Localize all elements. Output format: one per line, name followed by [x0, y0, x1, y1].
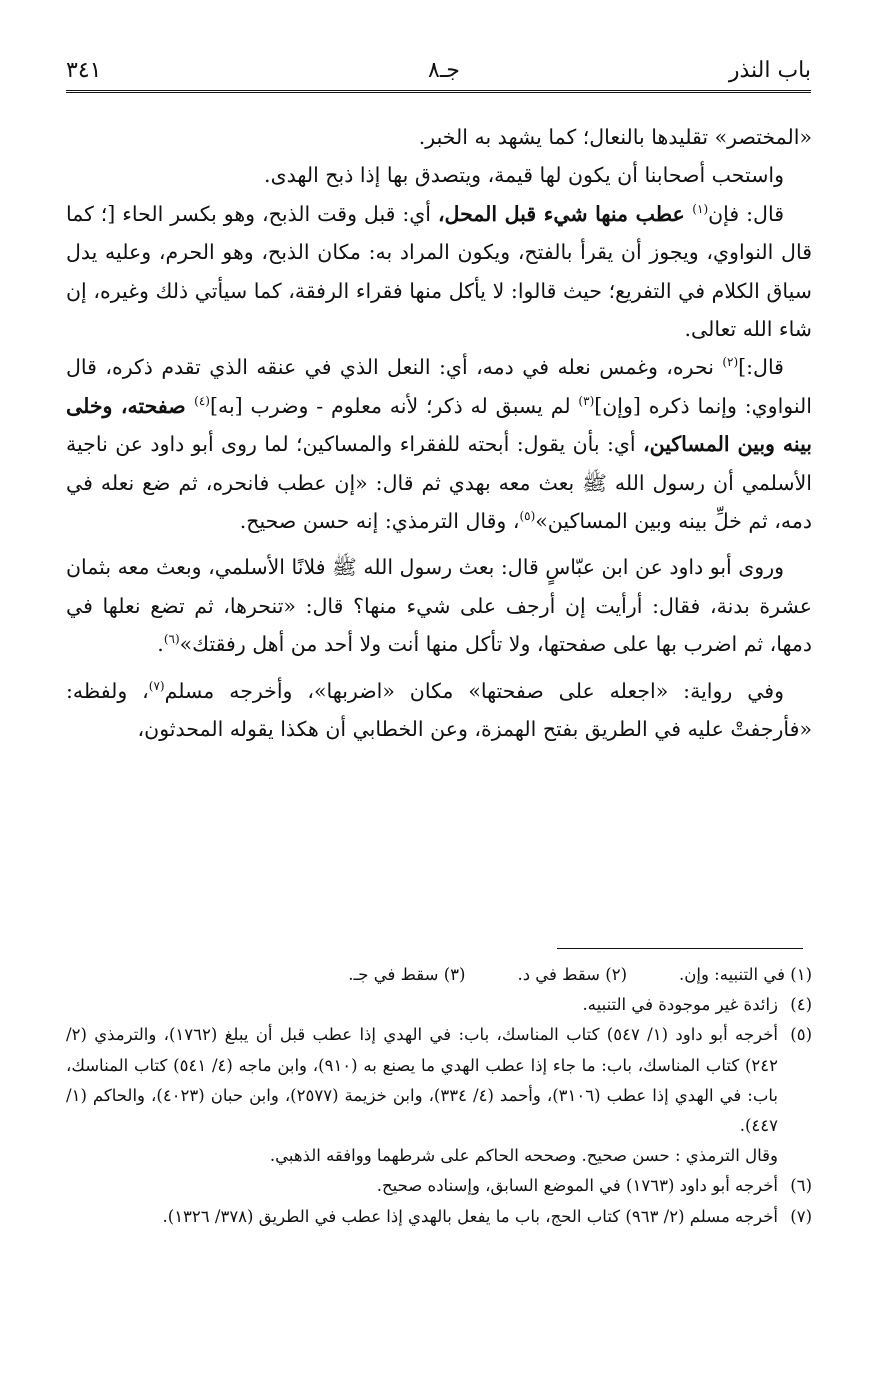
- paragraph-4: [66, 348, 812, 540]
- paragraph-5: [66, 548, 812, 663]
- page-header: [66, 52, 811, 93]
- footnote-4: [66, 990, 812, 1020]
- footnote-6-num: (٦): [790, 1176, 812, 1196]
- footnote-ref-2: (٢): [722, 355, 739, 370]
- footnote-5-continuation: وقال الترمذي : حسن صحيح. وصححه الحاكم على شرطهما ووافقه الذهبي.: [269, 1146, 778, 1166]
- footnotes: [66, 960, 812, 1232]
- footnote-ref-1: (١): [692, 201, 709, 216]
- paragraph-5-part-a: وروى أبو داود عن ابن عبّاسٍ قال: بعث رسول الله ﷺ فلانًا الأسلمي، وبعث معه بثمان عشرة بدنة، فقال: أرأيت إن أرجف على شيء منها؟ قال: «تنحرها، ثم تضع نعلها في دمها، ثم اضرب بها على صفحتها، ولا تأكل منها أنت ولا أحد من أهل رفقتك»: [66, 555, 812, 657]
- paragraph-3-part-a: قال: فإن: [708, 201, 784, 226]
- footnote-4-text: زائدة غير موجودة في التنبيه.: [582, 995, 778, 1015]
- footnote-3-num: (٣): [443, 965, 466, 984]
- paragraph-3: [66, 195, 812, 349]
- footnote-2: [517, 960, 627, 990]
- footnote-2-num: (٢): [605, 965, 628, 984]
- paragraph-4-part-b: نحره، وغمس نعله في دمه، أي: النعل الذي في عنقه الذي تقدم ذكره، قال النواوي: وإنما ذكره [وإن]: [66, 355, 812, 418]
- paragraph-4-bold: صفحته، وخلى بينه وبين المساكين،: [66, 393, 812, 457]
- paragraph-6: [66, 672, 812, 749]
- footnote-2-text: سقط في د.: [517, 965, 601, 984]
- paragraph-4-part-e: أي: بأن يقول: أبحته للفقراء والمساكين؛ لما روى أبو داود عن ناجية الأسلمي أن رسول الله ﷺ بعث معه بهدي ثم قال: «إن عطب فانحره، ثم ضع نعله في دمه، ثم خلِّ بينه وبين المساكين»: [66, 432, 812, 534]
- paragraph-1: «المختصر» تقليدها بالنعال؛ كما يشهد به الخبر.: [418, 125, 812, 149]
- paragraph-6-part-a: وفي رواية: «اجعله على صفحتها» مكان «اضربها»، وأخرجه مسلم: [164, 678, 784, 703]
- paragraph-3-part-c: أي: قبل وقت الذبح، وهو بكسر الحاء [؛ كما قال النواوي، ويجوز أن يقرأ بالفتح، ويكون المراد به: مكان الذبح، وهو الحرم، وعليه يدل سياق الكلام في التفريع؛ حيث قالوا: لا يأكل منها فقراء الرفقة، كما سيأتي ذلك وغيره، إن شاء الله تعالى.: [66, 201, 812, 342]
- footnote-1: [679, 960, 812, 990]
- footnote-separator: [557, 948, 803, 949]
- footnote-5: [66, 1020, 812, 1141]
- footnote-4-num: (٤): [790, 995, 812, 1015]
- footnote-row-1-3: [66, 960, 812, 990]
- paragraph-4-part-c: لم يسبق له ذكر؛ لأنه معلوم - وضرب [به]: [209, 393, 579, 418]
- paragraph-4-part-a: قال:]: [738, 355, 784, 380]
- main-text: [66, 118, 812, 749]
- footnote-ref-3: (٣): [578, 394, 595, 409]
- footnote-7-text: أخرجه مسلم (٢/ ٩٦٣) كتاب الحج، باب ما يفعل بالهدي إذا عطب في الطريق (٣٧٨/ ١٣٢٦).: [162, 1206, 778, 1226]
- footnote-7: [66, 1202, 812, 1232]
- footnote-3-text: سقط في جـ.: [348, 965, 439, 984]
- paragraph-4-part-f: ، وقال الترمذي: إنه حسن صحيح.: [239, 509, 520, 534]
- paragraph-5-part-b: .: [157, 632, 164, 657]
- page-number: ٣٤١: [66, 58, 102, 83]
- footnote-6-text: أخرجه أبو داود (١٧٦٣) في الموضع السابق، وإسناده صحيح.: [376, 1176, 778, 1196]
- footnote-ref-5: (٥): [519, 509, 536, 524]
- paragraph-6-part-b: ، ولفظه: «فأرجفتْ عليه في الطريق بفتح الهمزة، وعن الخطابي أن هكذا يقوله المحدثون،: [66, 678, 812, 742]
- footnote-3: [348, 960, 465, 990]
- footnote-1-text: في التنبيه: وإن.: [679, 965, 785, 984]
- footnote-ref-4: (٤): [194, 394, 210, 409]
- footnote-ref-7: (٧): [148, 678, 165, 693]
- footnote-1-num: (١): [790, 965, 812, 984]
- footnote-5-num: (٥): [790, 1025, 812, 1045]
- footnote-6: [66, 1171, 812, 1201]
- footnote-ref-6: (٦): [163, 632, 180, 647]
- volume-label: جـ٨: [428, 58, 460, 83]
- paragraph-3-bold: عطب منها شيء قبل المحل،: [437, 201, 693, 226]
- paragraph-2: واستحب أصحابنا أن يكون لها قيمة، ويتصدق بها إذا ذبح الهدى.: [264, 163, 784, 188]
- footnote-5-text: أخرجه أبو داود (١/ ٥٤٧) كتاب المناسك، باب: في الهدي إذا عطب قبل أن يبلغ (١٧٦٢)، والترمذي (٢/ ٢٤٢) كتاب المناسك، باب: ما جاء إذا عطب الهدي ما يصنع به (٩١٠)، وابن ماجه (٤/ ٥٤١) كتاب المناسك، باب: في الهدي إذا عطب (٣١٠٦)، وأحمد (٤/ ٣٣٤)، وابن خزيمة (٢٥٧٧)، وابن حبان (٤٠٢٣)، والحاكم (١/ ٤٤٧).: [66, 1025, 778, 1136]
- footnote-7-num: (٧): [790, 1206, 812, 1226]
- section-title: باب النذر: [728, 58, 811, 83]
